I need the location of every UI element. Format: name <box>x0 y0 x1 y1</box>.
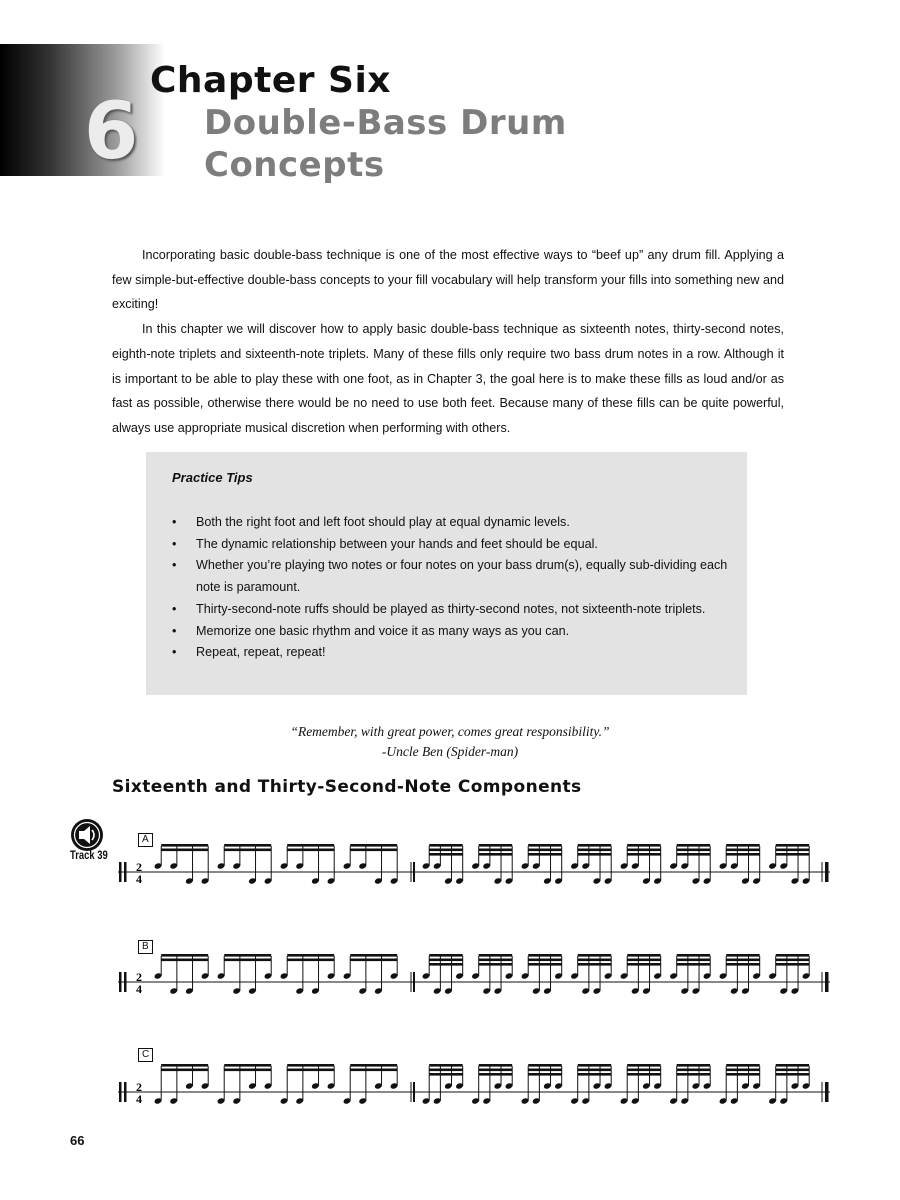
note-beam <box>161 959 208 962</box>
note-beam <box>776 963 810 966</box>
list-item: • Whether you’re playing two notes or four notes on your bass drum(s), equally sub-dividing each note is paramount. <box>172 555 728 598</box>
note-beam <box>350 959 397 962</box>
note-beam <box>726 954 760 957</box>
note-beam <box>287 959 334 962</box>
section-heading: Sixteenth and Thirty-Second-Note Components <box>112 777 582 797</box>
note-beam <box>479 1073 513 1076</box>
note-beam <box>677 959 711 962</box>
list-item: • The dynamic relationship between your hands and feet should be equal. <box>172 534 728 556</box>
note-beam <box>627 1064 661 1067</box>
time-signature-bottom: 4 <box>136 1092 142 1106</box>
practice-tips-title: Practice Tips <box>172 470 253 485</box>
chapter-title <box>204 102 567 186</box>
note-beam <box>161 849 208 852</box>
note-beam <box>479 844 513 847</box>
note-beam <box>350 1064 397 1067</box>
note-beam <box>726 1064 760 1067</box>
note-beam <box>776 1064 810 1067</box>
example-staff-b <box>118 938 832 1018</box>
note-beam <box>578 954 612 957</box>
note-beam <box>677 954 711 957</box>
final-barline <box>825 972 829 992</box>
practice-tips-list <box>172 512 728 664</box>
chapter-label: Chapter Six <box>150 60 392 101</box>
note-beam <box>677 1073 711 1076</box>
note-beam <box>627 954 661 957</box>
example-staff-c <box>118 1048 832 1128</box>
practice-tips-box <box>146 452 747 695</box>
note-beam <box>287 1069 334 1072</box>
note-beam <box>726 844 760 847</box>
note-beam <box>350 1069 397 1072</box>
percussion-clef <box>124 972 127 992</box>
example-staff-a <box>118 828 832 908</box>
percussion-clef <box>119 972 122 992</box>
example-label: A <box>138 833 153 847</box>
note-beam <box>528 963 562 966</box>
note-beam <box>578 1069 612 1072</box>
example-label: B <box>138 940 153 954</box>
note-beam <box>726 963 760 966</box>
quote-block <box>150 722 750 762</box>
note-beam <box>429 1073 463 1076</box>
note-beam <box>627 1069 661 1072</box>
notation-svg <box>118 828 832 908</box>
note-beam <box>677 844 711 847</box>
note-beam <box>776 954 810 957</box>
note-beam <box>161 844 208 847</box>
percussion-clef <box>119 862 122 882</box>
note-beam <box>161 1069 208 1072</box>
note-beam <box>627 844 661 847</box>
note-beam <box>776 853 810 856</box>
note-beam <box>726 1069 760 1072</box>
note-beam <box>528 849 562 852</box>
note-beam <box>627 853 661 856</box>
intro-paragraph-2: In this chapter we will discover how to apply basic double-bass technique as sixteenth notes, thirty-second notes, eighth-note triplets and sixteenth-note triplets. Many of these fills only require two bass drum notes in a row. Although it is important to be able to play these with one foot, as in Chapter 3, the goal here is to make these fills as loud and/or as fast as possible, otherwise there would be no need to use both feet. Because many of these fills can be quite powerful, always use appropriate musical discretion when performing with others. <box>112 322 784 435</box>
list-item: • Both the right foot and left foot should play at equal dynamic levels. <box>172 512 728 534</box>
note-beam <box>677 853 711 856</box>
time-signature-bottom: 4 <box>136 872 142 886</box>
note-beam <box>627 849 661 852</box>
note-beam <box>726 1073 760 1076</box>
note-beam <box>350 954 397 957</box>
final-barline <box>825 862 829 882</box>
note-beam <box>224 954 271 957</box>
note-beam <box>429 963 463 966</box>
note-beam <box>677 849 711 852</box>
time-signature-top: 2 <box>136 970 142 984</box>
note-beam <box>528 1064 562 1067</box>
note-beam <box>429 959 463 962</box>
note-beam <box>161 1064 208 1067</box>
list-item: • Thirty-second-note ruffs should be played as thirty-second notes, not sixteenth-note triplets. <box>172 599 728 621</box>
note-beam <box>224 1069 271 1072</box>
note-beam <box>528 959 562 962</box>
list-item: • Memorize one basic rhythm and voice it as many ways as you can. <box>172 621 728 643</box>
quote-attribution: -Uncle Ben (Spider-man) <box>381 744 519 759</box>
list-item: • Repeat, repeat, repeat! <box>172 642 728 664</box>
note-beam <box>726 853 760 856</box>
note-beam <box>776 844 810 847</box>
note-beam <box>429 844 463 847</box>
time-signature-top: 2 <box>136 1080 142 1094</box>
percussion-clef <box>119 1082 122 1102</box>
note-beam <box>776 959 810 962</box>
note-beam <box>287 1064 334 1067</box>
note-beam <box>627 959 661 962</box>
note-beam <box>224 844 271 847</box>
note-beam <box>287 849 334 852</box>
note-beam <box>578 963 612 966</box>
percussion-clef <box>124 862 127 882</box>
note-beam <box>479 1069 513 1072</box>
note-beam <box>479 959 513 962</box>
final-barline <box>825 1082 829 1102</box>
note-beam <box>677 1069 711 1072</box>
note-beam <box>429 1069 463 1072</box>
chapter-number: 6 <box>84 87 139 177</box>
note-beam <box>479 954 513 957</box>
note-beam <box>776 1069 810 1072</box>
page-number: 66 <box>70 1133 85 1148</box>
note-beam <box>578 853 612 856</box>
note-beam <box>479 1064 513 1067</box>
note-beam <box>627 963 661 966</box>
note-beam <box>578 1064 612 1067</box>
note-beam <box>578 959 612 962</box>
note-beam <box>479 853 513 856</box>
intro-text <box>112 243 784 441</box>
note-beam <box>350 849 397 852</box>
note-beam <box>350 844 397 847</box>
note-beam <box>528 844 562 847</box>
note-beam <box>479 963 513 966</box>
intro-paragraph-1: Incorporating basic double-bass technique is one of the most effective ways to “beef up” any drum fill. Applying a few simple-but-effective double-bass concepts to your fill vocabulary will help transform your fills into something new and exciting! <box>112 248 784 312</box>
percussion-clef <box>124 1082 127 1102</box>
notation-svg <box>118 938 832 1018</box>
note-beam <box>224 959 271 962</box>
note-beam <box>528 954 562 957</box>
note-beam <box>479 849 513 852</box>
time-signature-top: 2 <box>136 860 142 874</box>
note-beam <box>287 844 334 847</box>
note-beam <box>627 1073 661 1076</box>
note-beam <box>429 853 463 856</box>
note-beam <box>528 1069 562 1072</box>
time-signature-bottom: 4 <box>136 982 142 996</box>
note-beam <box>429 954 463 957</box>
track-label: Track 39 <box>70 850 108 862</box>
note-beam <box>776 849 810 852</box>
note-beam <box>578 844 612 847</box>
example-label: C <box>138 1048 153 1062</box>
note-beam <box>224 1064 271 1067</box>
note-beam <box>429 1064 463 1067</box>
note-beam <box>528 1073 562 1076</box>
note-beam <box>677 963 711 966</box>
note-beam <box>726 849 760 852</box>
notation-svg <box>118 1048 832 1128</box>
note-beam <box>528 853 562 856</box>
quote-text: “Remember, with great power, comes great responsibility.” <box>290 724 610 739</box>
note-beam <box>578 849 612 852</box>
note-beam <box>429 849 463 852</box>
note-beam <box>287 954 334 957</box>
note-beam <box>161 954 208 957</box>
note-beam <box>224 849 271 852</box>
note-beam <box>776 1073 810 1076</box>
note-beam <box>726 959 760 962</box>
note-beam <box>578 1073 612 1076</box>
chapter-header-gradient <box>0 44 165 176</box>
chapter-title-line2: Concepts <box>204 145 385 185</box>
note-beam <box>677 1064 711 1067</box>
chapter-title-line1: Double-Bass Drum <box>204 103 567 143</box>
